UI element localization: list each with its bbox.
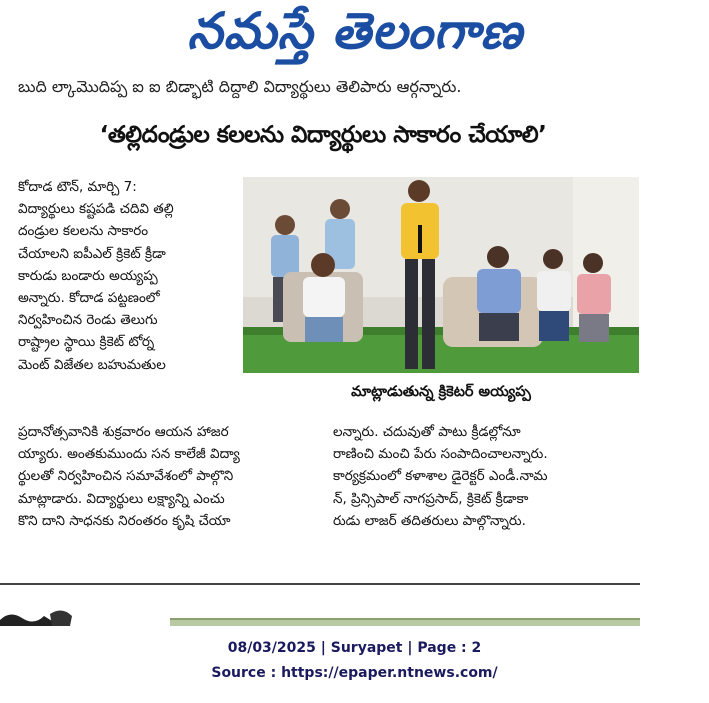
article-divider xyxy=(0,583,640,585)
body-line: కార్యక్రమంలో కళాశాల డైరెక్టర్ ఎండీ.నామ xyxy=(333,468,548,485)
body-line: నిర్వహించిన రెండు తెలుగు xyxy=(18,312,158,329)
previous-article-fragment xyxy=(18,77,578,102)
article-body-bottom-left xyxy=(18,421,318,532)
footer-source: Source : https://epaper.ntnews.com/ xyxy=(211,665,498,681)
body-line: ర్థులతో నిర్వహించిన సమావేశంలో పాల్గొని xyxy=(18,468,234,485)
body-line: న్, ప్రిన్సిపాల్ నాగప్రసాద్, క్రికెట్ క్రీడాకా xyxy=(333,490,529,507)
body-line: మెంట్ విజేతల బహుమతుల xyxy=(18,356,166,373)
footer-date-edition: 08/03/2025 | Suryapet | Page : 2 xyxy=(227,640,482,656)
body-line: కోదాడ టౌన్, మార్చి 7: xyxy=(18,179,137,195)
photo-caption: మాట్లాడుతున్న క్రికెటర్ అయ్యప్ప xyxy=(351,384,531,400)
body-line: దండ్రుల కలలను సాకారం xyxy=(18,223,149,240)
previous-article-text: బుది ల్కామెుదిప్ప ఐ ఐ బిడ్భాటి దిద్దాలి విద్యార్థులు తెలిపారు ఆర్గన్నారు. xyxy=(18,77,462,96)
body-line: అన్నారు. కోదాడ పట్టణంలో xyxy=(18,290,160,307)
article-body-bottom-right xyxy=(333,421,638,532)
body-line: కారుడు బండారు అయ్యప్ప xyxy=(18,267,158,284)
body-line: కొని దాని సాధనకు నిరంతరం కృషి చేయా xyxy=(18,512,231,529)
body-line: మాట్లాడారు. విద్యార్థులు లక్ష్యాన్ని ఎంచు xyxy=(18,490,225,507)
event-photo-illustration xyxy=(243,177,639,373)
event-photo xyxy=(243,177,639,373)
next-article-fragment xyxy=(0,606,640,626)
body-line: రుడు లాజర్ తదితరులు పాల్గొన్నారు. xyxy=(333,512,526,529)
body-line: రాష్ట్రాల స్థాయి క్రికెట్ టోర్న xyxy=(18,334,155,351)
next-article-graphic xyxy=(0,606,640,626)
body-line: చేయాలని ఐపీఎల్ క్రికెట్ క్రీడా xyxy=(18,245,166,262)
body-line: విద్యార్థులు కష్టపడి చదివి తల్లి xyxy=(18,201,174,218)
article-headline: ‘తల్లిదండ్రుల కలలను విద్యార్థులు సాకారం చేయాలి’ xyxy=(99,122,547,148)
body-line: ప్రదానోత్సవానికి శుక్రవారం ఆయన హాజర xyxy=(18,424,229,440)
body-line: రాణించి మంచి పేరు సంపాదించాలన్నారు. xyxy=(333,446,548,463)
body-line: లన్నారు. చదువుతో పాటు క్రీడల్లోనూ xyxy=(333,424,521,440)
article-body-top xyxy=(18,176,240,376)
body-line: య్యారు. అంతకుముందు సన కాలేజీ విద్యా xyxy=(18,446,240,463)
newspaper-masthead: నమస్తే తెలంగాణ xyxy=(187,1,523,60)
